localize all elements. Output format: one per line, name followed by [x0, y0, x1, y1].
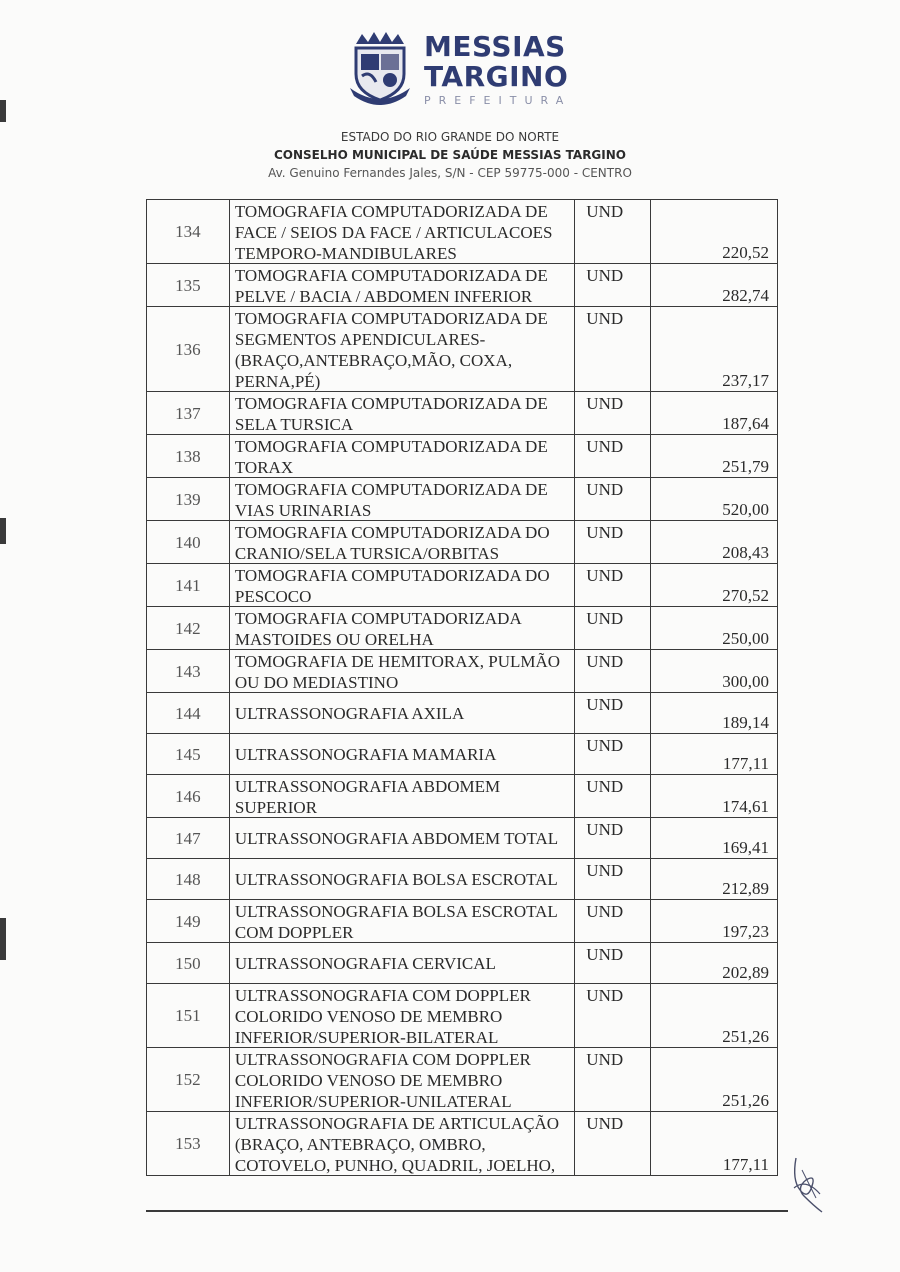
item-price-cell — [651, 650, 778, 692]
description-line: OU DO MEDIASTINO — [234, 673, 399, 692]
description-line: TOMOGRAFIA COMPUTADORIZADA DO — [234, 523, 550, 542]
item-price: 251,26 — [722, 1027, 769, 1046]
scan-margin-mark — [0, 100, 6, 122]
description-line: TOMOGRAFIA COMPUTADORIZADA DE — [234, 480, 548, 499]
item-unit: UND — [575, 1112, 651, 1175]
item-price: 187,64 — [722, 414, 769, 433]
description-line: ULTRASSONOGRAFIA DE ARTICULAÇÃO — [234, 1114, 560, 1133]
logo-subtitle: PREFEITURA — [424, 94, 572, 107]
item-description — [230, 650, 575, 692]
item-unit: UND — [575, 264, 651, 306]
description-line: VIAS URINARIAS — [234, 501, 372, 520]
item-description — [230, 900, 575, 942]
item-unit: UND — [575, 900, 651, 942]
item-number: 150 — [146, 943, 230, 983]
price-table — [146, 199, 778, 1176]
item-number: 149 — [146, 900, 230, 942]
item-price-cell — [651, 478, 778, 520]
item-number: 143 — [146, 650, 230, 692]
item-description — [230, 264, 575, 306]
item-unit: UND — [575, 521, 651, 563]
item-description — [230, 1048, 575, 1111]
table-row — [146, 478, 778, 521]
item-unit: UND — [575, 392, 651, 434]
item-description — [230, 984, 575, 1047]
item-description — [230, 734, 575, 774]
item-description — [230, 200, 575, 263]
item-number: 134 — [146, 200, 230, 263]
description-line: CRANIO/SELA TURSICA/ORBITAS — [234, 544, 500, 563]
table-row — [146, 392, 778, 435]
description-line: INFERIOR/SUPERIOR-BILATERAL — [234, 1028, 499, 1047]
logo-line-1: MESSIAS — [424, 30, 566, 63]
item-description — [230, 693, 575, 733]
item-unit: UND — [575, 607, 651, 649]
description-line: PESCOCO — [234, 587, 312, 606]
item-number: 144 — [146, 693, 230, 733]
item-number: 139 — [146, 478, 230, 520]
item-unit: UND — [575, 984, 651, 1047]
item-price-cell — [651, 200, 778, 263]
item-price-cell — [651, 521, 778, 563]
item-number: 152 — [146, 1048, 230, 1111]
item-number: 138 — [146, 435, 230, 477]
description-line: TOMOGRAFIA COMPUTADORIZADA DE — [234, 437, 548, 456]
item-description — [230, 435, 575, 477]
item-price: 251,79 — [722, 457, 769, 476]
item-unit: UND — [575, 734, 651, 774]
table-row — [146, 200, 778, 264]
item-number: 151 — [146, 984, 230, 1047]
item-number: 141 — [146, 564, 230, 606]
table-row — [146, 900, 778, 943]
description-line: ULTRASSONOGRAFIA ABDOMEM TOTAL — [234, 829, 559, 848]
description-line: SEGMENTOS APENDICULARES- — [234, 330, 486, 349]
item-price-cell — [651, 734, 778, 774]
table-row — [146, 521, 778, 564]
table-row — [146, 1112, 778, 1176]
item-price: 220,52 — [722, 243, 769, 262]
item-price: 251,26 — [722, 1091, 769, 1110]
item-price-cell — [651, 307, 778, 391]
item-unit: UND — [575, 200, 651, 263]
item-price-cell — [651, 984, 778, 1047]
item-price-cell — [651, 943, 778, 983]
description-line: (BRAÇO,ANTEBRAÇO,MÃO, COXA, — [234, 351, 513, 370]
description-line: ULTRASSONOGRAFIA MAMARIA — [234, 745, 497, 764]
description-line: SUPERIOR — [234, 798, 318, 817]
description-line: TOMOGRAFIA COMPUTADORIZADA — [234, 609, 522, 628]
item-description — [230, 859, 575, 899]
item-description — [230, 521, 575, 563]
description-line: TOMOGRAFIA COMPUTADORIZADA DE — [234, 202, 548, 221]
item-number: 135 — [146, 264, 230, 306]
description-line: COTOVELO, PUNHO, QUADRIL, JOELHO, — [234, 1156, 556, 1175]
item-description — [230, 607, 575, 649]
item-price: 189,14 — [722, 713, 769, 732]
item-description — [230, 478, 575, 520]
item-number: 153 — [146, 1112, 230, 1175]
description-line: COM DOPPLER — [234, 923, 354, 942]
item-price-cell — [651, 818, 778, 858]
description-line: TEMPORO-MANDIBULARES — [234, 244, 457, 263]
scan-margin-mark — [0, 918, 6, 960]
description-line: TOMOGRAFIA COMPUTADORIZADA DE — [234, 394, 548, 413]
item-number: 148 — [146, 859, 230, 899]
item-price: 202,89 — [722, 963, 769, 982]
description-line: ULTRASSONOGRAFIA CERVICAL — [234, 954, 496, 973]
item-price-cell — [651, 775, 778, 817]
item-description — [230, 392, 575, 434]
item-unit: UND — [575, 818, 651, 858]
item-number: 142 — [146, 607, 230, 649]
item-description — [230, 307, 575, 391]
item-price: 208,43 — [722, 543, 769, 562]
item-unit: UND — [575, 693, 651, 733]
item-price: 169,41 — [722, 838, 769, 857]
item-price-cell — [651, 900, 778, 942]
description-line: FACE / SEIOS DA FACE / ARTICULACOES — [234, 223, 553, 242]
table-row — [146, 435, 778, 478]
description-line: (BRAÇO, ANTEBRAÇO, OMBRO, — [234, 1135, 486, 1154]
item-unit: UND — [575, 775, 651, 817]
state-heading: ESTADO DO RIO GRANDE DO NORTE — [340, 130, 560, 144]
description-line: ULTRASSONOGRAFIA ABDOMEM — [234, 777, 501, 796]
item-price: 197,23 — [722, 922, 769, 941]
scan-margin-mark — [0, 518, 6, 544]
description-line: TOMOGRAFIA COMPUTADORIZADA DE — [234, 266, 548, 285]
item-price: 250,00 — [722, 629, 769, 648]
description-line: PERNA,PÉ) — [234, 372, 321, 391]
item-description — [230, 1112, 575, 1175]
item-price: 300,00 — [722, 672, 769, 691]
item-unit: UND — [575, 564, 651, 606]
footer-rule — [146, 1210, 788, 1212]
item-number: 140 — [146, 521, 230, 563]
item-number: 137 — [146, 392, 230, 434]
item-description — [230, 775, 575, 817]
item-price: 520,00 — [722, 500, 769, 519]
table-row — [146, 734, 778, 775]
logo-line-2: TARGINO — [424, 60, 569, 93]
table-row — [146, 607, 778, 650]
description-line: TOMOGRAFIA DE HEMITORAX, PULMÃO — [234, 652, 561, 671]
item-unit: UND — [575, 478, 651, 520]
table-row — [146, 775, 778, 818]
item-price-cell — [651, 859, 778, 899]
description-line: TORAX — [234, 458, 294, 477]
table-row — [146, 1048, 778, 1112]
municipal-crest-icon — [348, 30, 412, 106]
description-line: TOMOGRAFIA COMPUTADORIZADA DE — [234, 309, 548, 328]
item-unit: UND — [575, 435, 651, 477]
table-row — [146, 818, 778, 859]
item-unit: UND — [575, 859, 651, 899]
description-line: TOMOGRAFIA COMPUTADORIZADA DO — [234, 566, 550, 585]
item-description — [230, 818, 575, 858]
table-row — [146, 650, 778, 693]
rubric-signature-icon — [786, 1150, 830, 1216]
item-price-cell — [651, 1048, 778, 1111]
description-line: ULTRASSONOGRAFIA BOLSA ESCROTAL — [234, 870, 558, 889]
table-row — [146, 984, 778, 1048]
item-price: 174,61 — [722, 797, 769, 816]
item-price-cell — [651, 392, 778, 434]
table-row — [146, 307, 778, 392]
item-price-cell — [651, 564, 778, 606]
table-row — [146, 564, 778, 607]
item-unit: UND — [575, 307, 651, 391]
item-price: 237,17 — [722, 371, 769, 390]
item-price-cell — [651, 435, 778, 477]
item-price-cell — [651, 264, 778, 306]
council-heading: CONSELHO MUNICIPAL DE SAÚDE MESSIAS TARGINO — [273, 148, 626, 162]
item-unit: UND — [575, 650, 651, 692]
item-description — [230, 564, 575, 606]
item-price: 177,11 — [722, 1155, 769, 1174]
address-line: Av. Genuino Fernandes Jales, S/N - CEP 59775-000 - CENTRO — [268, 166, 632, 180]
item-description — [230, 943, 575, 983]
description-line: ULTRASSONOGRAFIA AXILA — [234, 704, 465, 723]
table-row — [146, 859, 778, 900]
description-line: ULTRASSONOGRAFIA BOLSA ESCROTAL — [234, 902, 558, 921]
item-price: 270,52 — [722, 586, 769, 605]
item-unit: UND — [575, 1048, 651, 1111]
description-line: MASTOIDES OU ORELHA — [234, 630, 434, 649]
description-line: ULTRASSONOGRAFIA COM DOPPLER — [234, 986, 531, 1005]
description-line: INFERIOR/SUPERIOR-UNILATERAL — [234, 1092, 512, 1111]
item-price: 177,11 — [722, 754, 769, 773]
item-number: 147 — [146, 818, 230, 858]
item-number: 146 — [146, 775, 230, 817]
item-number: 136 — [146, 307, 230, 391]
municipality-logo — [344, 26, 574, 112]
table-row — [146, 943, 778, 984]
item-unit: UND — [575, 943, 651, 983]
table-row — [146, 264, 778, 307]
description-line: COLORIDO VENOSO DE MEMBRO — [234, 1007, 503, 1026]
item-number: 145 — [146, 734, 230, 774]
item-price-cell — [651, 1112, 778, 1175]
item-price: 212,89 — [722, 879, 769, 898]
description-line: SELA TURSICA — [234, 415, 354, 434]
logo-wordmark — [424, 32, 568, 92]
item-price: 282,74 — [722, 286, 769, 305]
item-price-cell — [651, 607, 778, 649]
description-line: COLORIDO VENOSO DE MEMBRO — [234, 1071, 503, 1090]
table-row — [146, 693, 778, 734]
item-price-cell — [651, 693, 778, 733]
description-line: ULTRASSONOGRAFIA COM DOPPLER — [234, 1050, 531, 1069]
description-line: PELVE / BACIA / ABDOMEN INFERIOR — [234, 287, 533, 306]
